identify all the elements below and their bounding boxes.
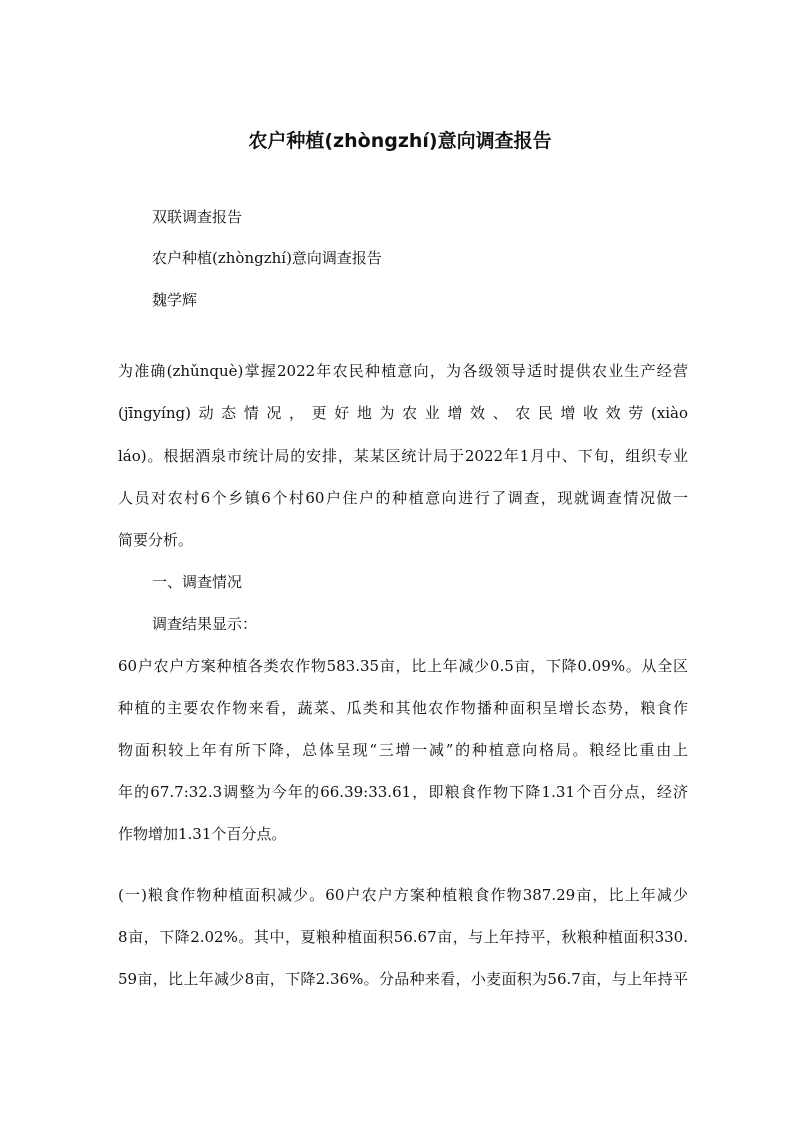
document-title: 农户种植(zhòngzhí)意向调查报告 — [248, 130, 552, 152]
section-heading: 一、调查情况 — [152, 573, 243, 591]
grain-paragraph-line: 8亩，下降2.02%。其中，夏粮种植面积56.67亩，与上年持平，秋粮种植面积330. — [118, 928, 688, 946]
grain-paragraph-line: (一)粮食作物种植面积减少。60户农户方案种植粮食作物387.29亩，比上年减少 — [118, 886, 688, 904]
intro-line: 简要分析。 — [118, 531, 194, 549]
section-paragraph-line: 种植的主要农作物来看，蔬菜、瓜类和其他农作物播种面积呈增长态势，粮食作 — [118, 699, 688, 717]
intro-line: (jīngyíng)动态情况，更好地为农业增效、农民增收效劳(xiào — [118, 404, 688, 422]
section-paragraph-line: 作物增加1.31个百分点。 — [118, 825, 287, 843]
section-subheading: 调查结果显示： — [152, 615, 258, 633]
intro-line: láo)。根据酒泉市统计局的安排，某某区统计局于2022年1月中、下旬，组织专业 — [118, 447, 688, 465]
grain-paragraph-line: 59亩，比上年减少8亩，下降2.36%。分品种来看，小麦面积为56.7亩，与上年持平 — [118, 970, 688, 988]
report-subtitle: 农户种植(zhòngzhí)意向调查报告 — [152, 249, 382, 267]
section-paragraph-line: 物面积较上年有所下降，总体呈现“三增一减”的种植意向格局。粮经比重由上 — [118, 741, 688, 759]
section-paragraph-line: 60户农户方案种植各类农作物583.35亩，比上年减少0.5亩，下降0.09%。从全区 — [118, 657, 688, 675]
author-name: 魏学辉 — [152, 291, 198, 309]
intro-line: 人员对农村6个乡镇6个村60户住户的种植意向进行了调查，现就调查情况做一 — [118, 489, 688, 507]
section-paragraph-line: 年的67.7:32.3调整为今年的66.39:33.61，即粮食作物下降1.31个百分点，经济 — [118, 783, 688, 801]
report-series-label: 双联调查报告 — [152, 208, 243, 226]
intro-line: 为准确(zhǔnquè)掌握2022年农民种植意向，为各级领导适时提供农业生产经营 — [118, 362, 688, 380]
